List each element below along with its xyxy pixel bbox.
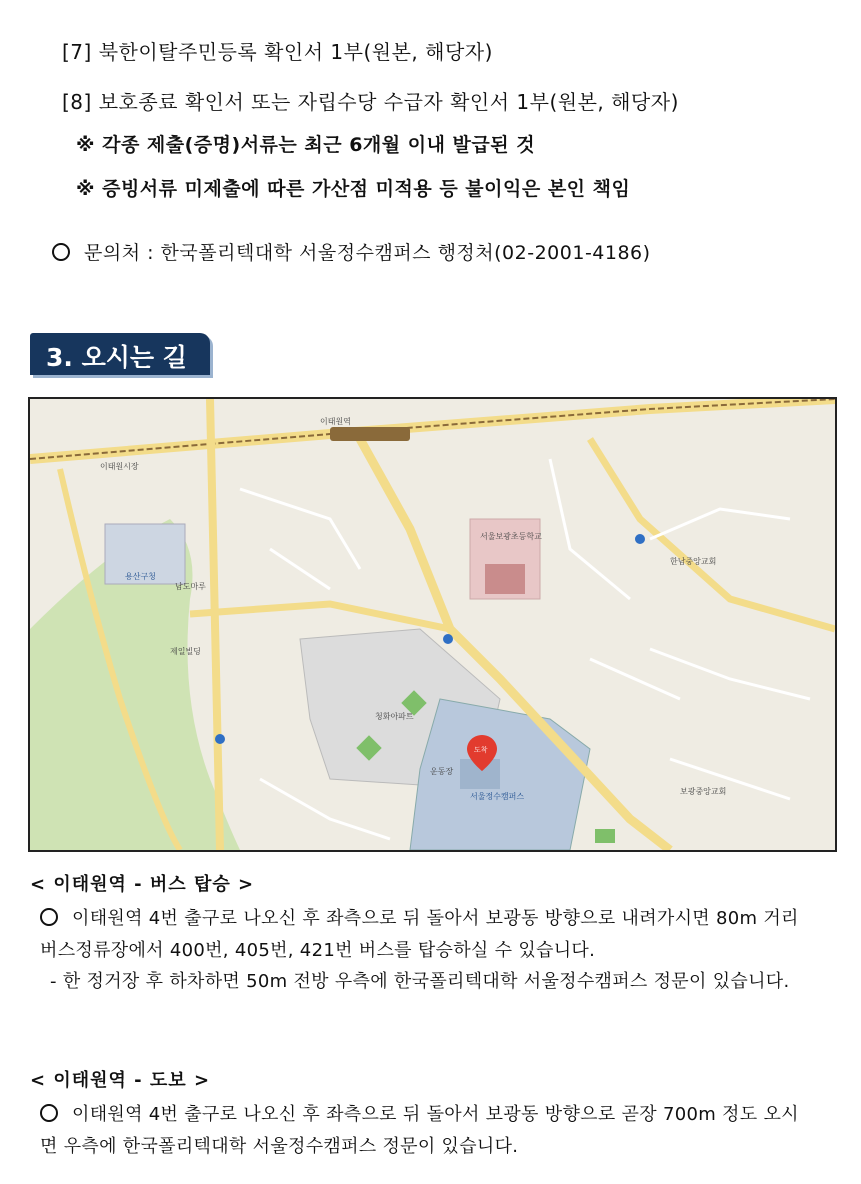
walk-heading: < 이태원역 - 도보 > <box>30 1070 211 1091</box>
map-label-jeil: 제일빌딩 <box>170 647 201 656</box>
map-label-market: 이태원시장 <box>100 462 139 471</box>
map-label-school: 서울보광초등학교 <box>480 532 542 541</box>
bus-heading: < 이태원역 - 버스 탑승 > <box>30 874 255 895</box>
map-label-bogwang-church: 보광중앙교회 <box>680 787 727 796</box>
map-canvas <box>30 399 835 850</box>
school-field <box>485 564 525 594</box>
map-label-campus: 서울정수캠퍼스 <box>470 792 525 801</box>
contact-text: 문의처 : 한국폴리텍대학 서울정수캠퍼스 행정처(02-2001-4186) <box>84 242 651 264</box>
map-label-yongsan-gu: 용산구청 <box>125 572 156 581</box>
bus-stop-icon <box>443 634 453 644</box>
map-label-station: 이태원역 <box>320 417 351 426</box>
bullet-circle-icon <box>52 243 70 261</box>
bullet-circle-icon <box>40 908 58 926</box>
marker-label: 도착 <box>474 746 488 754</box>
station-marker <box>330 427 410 441</box>
requirement-item-7: [7] 북한이탈주민등록 확인서 1부(원본, 해당자) <box>62 40 493 64</box>
note-recent-issue: ※ 각종 제출(증명)서류는 최근 6개월 이내 발급된 것 <box>76 134 536 156</box>
requirement-item-8: [8] 보호종료 확인서 또는 자립수당 수급자 확인서 1부(원본, 해당자) <box>62 90 679 114</box>
bus-text: 이태원역 4번 출구로 나오신 후 좌측으로 뒤 돌아서 보광동 방향으로 내려가시면 80m 거리 버스정류장에서 400번, 405번, 421번 버스를 탑승하실 수 있습니다. <box>40 908 799 961</box>
bullet-circle-icon <box>40 1104 58 1122</box>
bus-subnote: - 한 정거장 후 하차하면 50m 전방 우측에 한국폴리텍대학 서울정수캠퍼스 정문이 있습니다. <box>50 971 790 992</box>
map-label-namdomaru: 남도마루 <box>175 582 206 591</box>
walk-text: 이태원역 4번 출구로 나오신 후 좌측으로 뒤 돌아서 보광동 방향으로 곧장 700m 정도 오시면 우측에 한국폴리텍대학 서울정수캠퍼스 정문이 있습니다. <box>40 1104 799 1157</box>
bus-stop-icon <box>635 534 645 544</box>
bus-stop-icon <box>215 734 225 744</box>
contact-line <box>52 238 651 265</box>
bus-paragraph <box>40 903 810 967</box>
map-label-stadium: 운동장 <box>430 767 454 776</box>
section-title: 3. 오시는 길 <box>46 343 187 372</box>
map-label-chungho: 청화아파트 <box>375 712 414 721</box>
note-penalty: ※ 증빙서류 미제출에 따른 가산점 미적용 등 불이익은 본인 책임 <box>76 178 631 200</box>
walk-paragraph <box>40 1099 810 1163</box>
location-map[interactable] <box>28 397 837 852</box>
map-label-hannam: 한남중앙교회 <box>670 557 717 566</box>
small-park <box>595 829 615 843</box>
